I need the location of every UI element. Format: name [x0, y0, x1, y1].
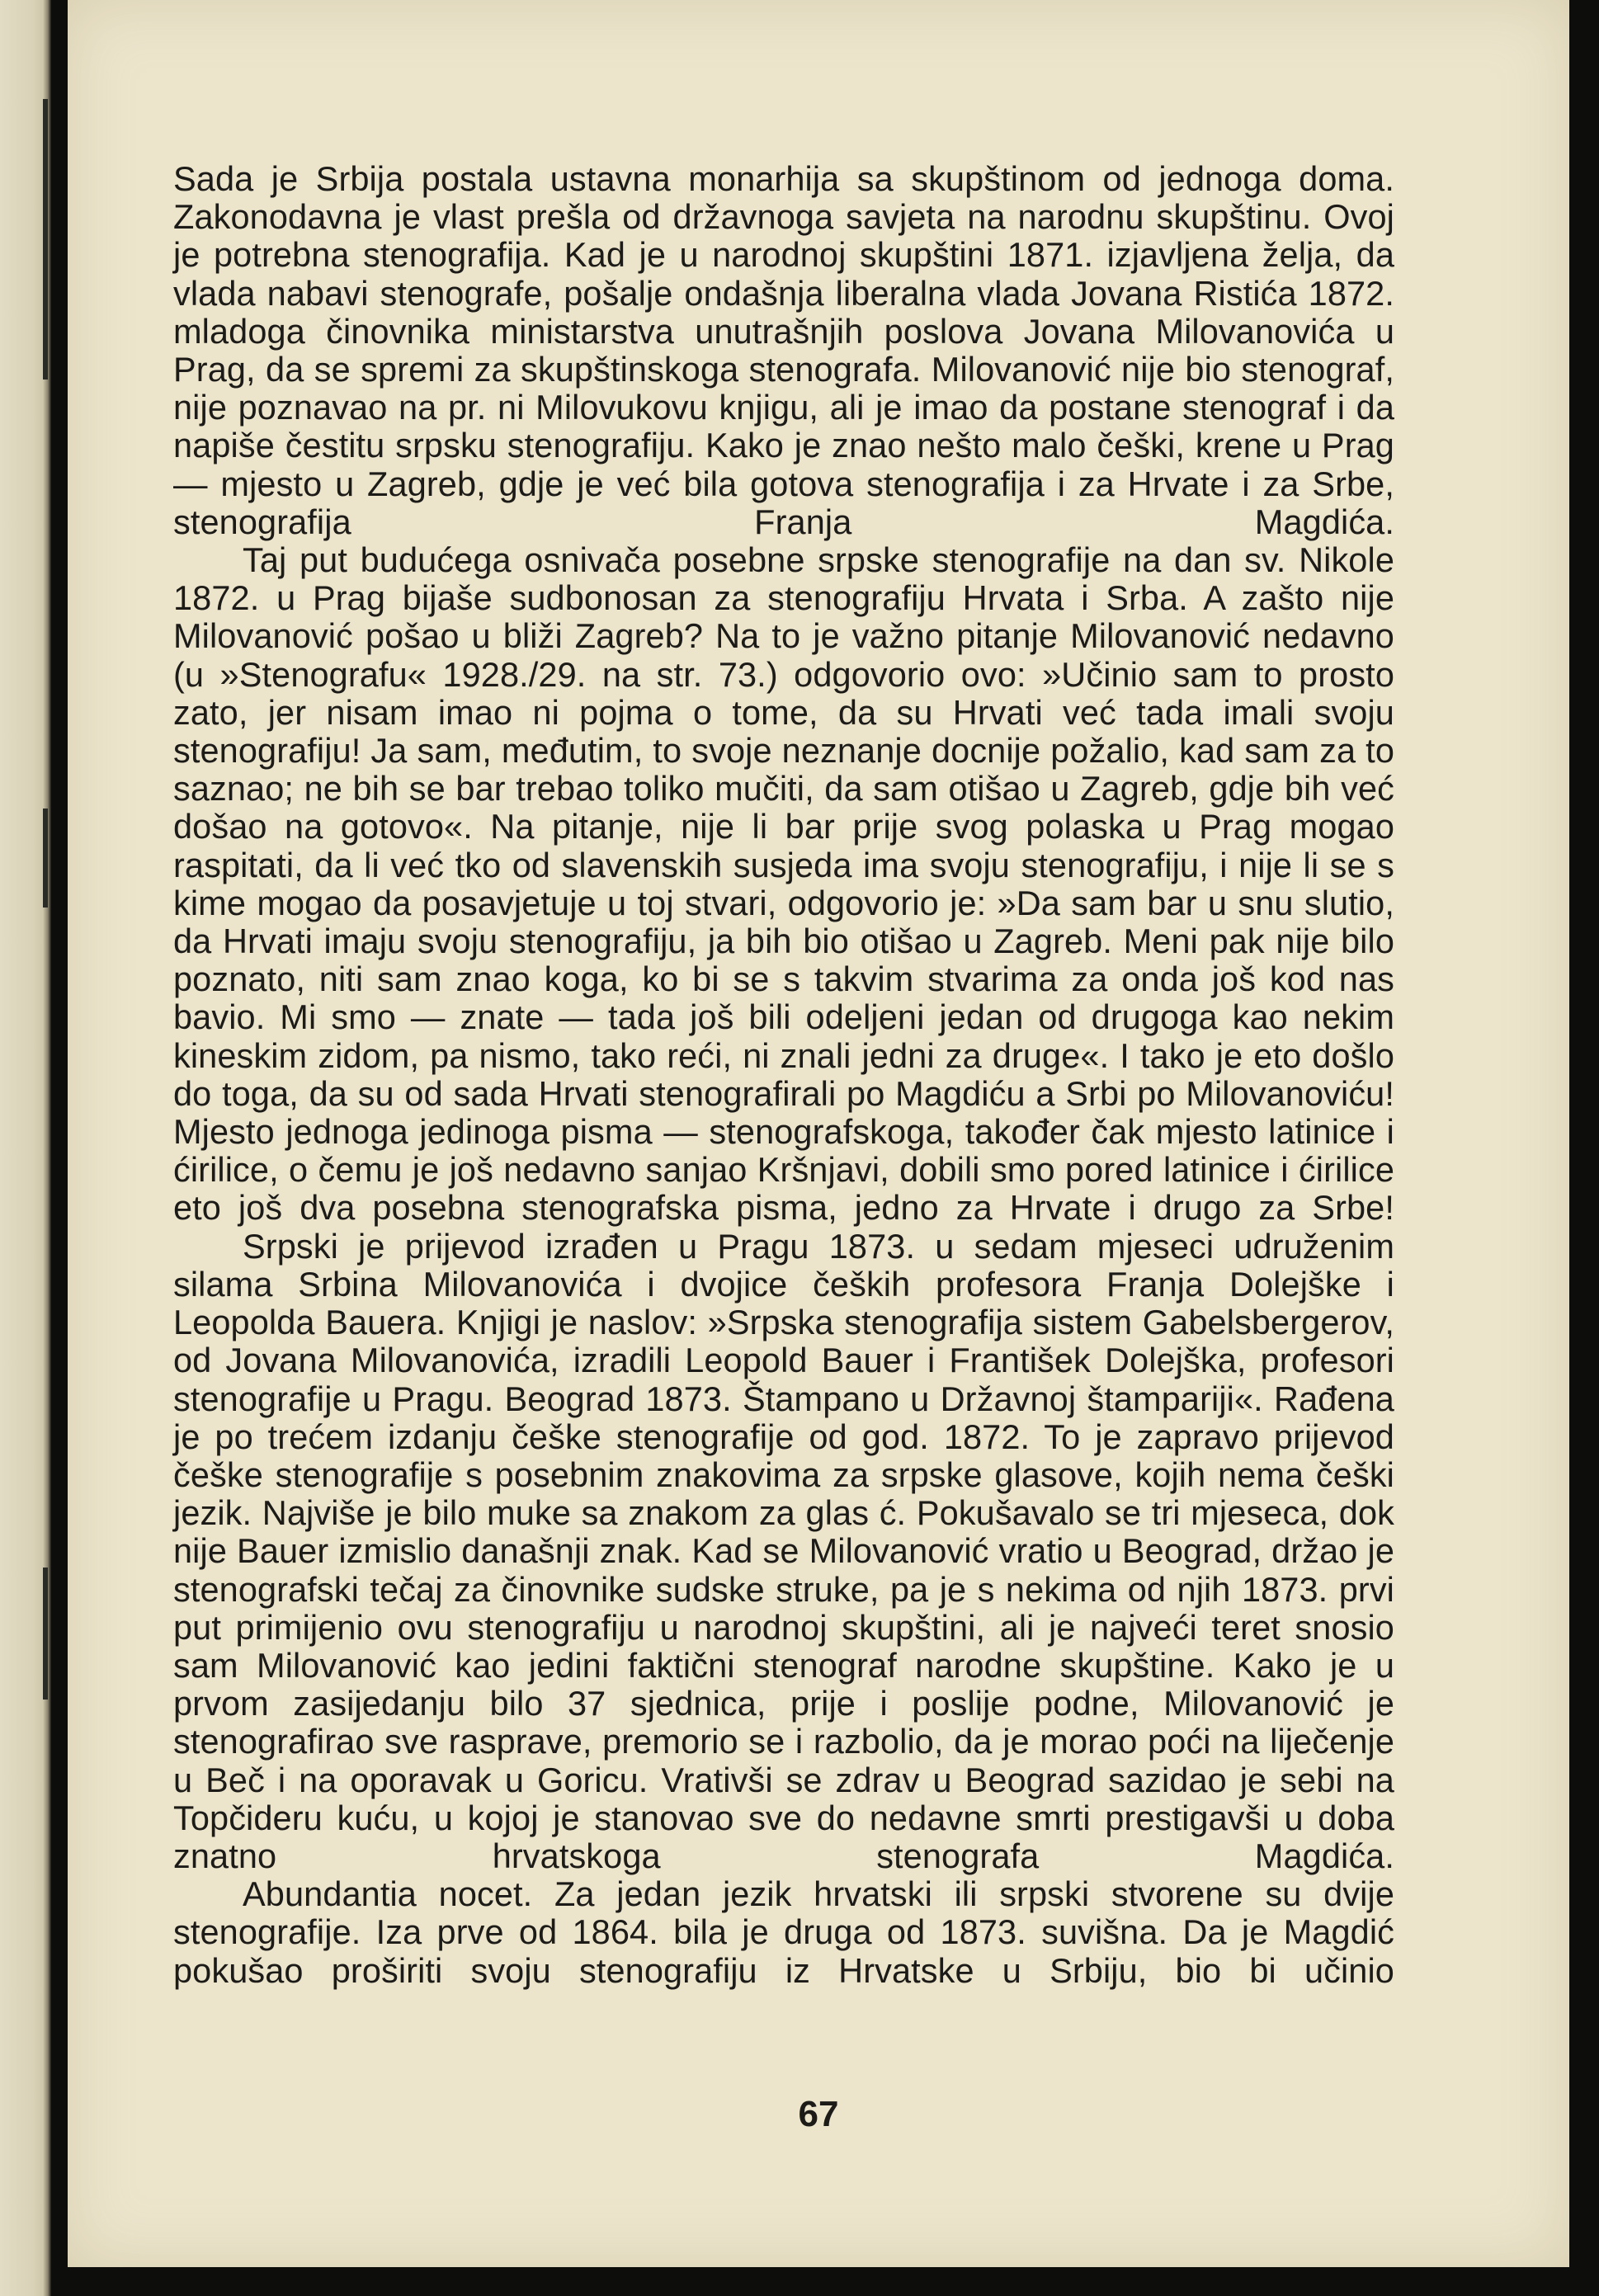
book-page: [68, 0, 1569, 2267]
paragraph-3: Srpski je prijevod izrađen u Pragu 1873. u sedam mjeseci udruženim silama Srbina Milovanovića i dvojice čeških profesora Franja Dolejške i Leopolda Bauera. Knjigi je naslov: »Srpska stenografija sistem Gabelsbergerov, od Jovana Milovanovića, izradili Leopold Bauer i František Dolejška, profesori stenografije u Pragu. Beograd 1873. Štampano u Državnoj štampariji«. Rađena je po trećem izdanju češke stenografije od god. 1872. To je zapravo prijevod češke stenografije s posebnim znakovima za srpske glasove, kojih nema češki jezik. Najviše je bilo muke sa znakom za glas ć. Pokušavalo se tri mjeseca, dok nije Bauer izmislio današnji znak. Kad se Milovanović vratio u Beograd, držao je stenografski tečaj za činovnike sudske struke, pa je s nekima od njih 1873. prvi put primijenio ovu stenografiju u narodnoj skupštini, ali je najveći teret snosio sam Milovanović kao jedini faktični stenograf narodne skupštine. Kako je u prvom zasijedanju bilo 37 sjednica, prije i poslije podne, Milovanović je stenografirao sve rasprave, premorio se i razbolio, da je morao poći na liječenje u Beč i na oporavak u Goricu. Vrativši se zdrav u Beograd sazidao je sebi na Topčideru kuću, u kojoj je stanovao sve do nedavne smrti prestigavši u doba znatno hrvatskoga stenografa Magdića.: [173, 1226, 1394, 1875]
binding-mark: [43, 132, 48, 380]
page-number: 67: [798, 2094, 839, 2134]
binding-mark: [43, 809, 48, 908]
paragraph-4: Abundantia nocet. Za jedan jezik hrvatski ili srpski stvorene su dvije stenografije. Iza prve od 1864. bila je druga od 1873. suvišna. Da je Magdić pokušao proširiti svoju stenografiju iz Hrvatske u Srbiju, bio bi učinio: [173, 1874, 1394, 1990]
binding-mark: [43, 1568, 48, 1700]
body-text: [173, 160, 1394, 1990]
paragraph-1: Sada je Srbija postala ustavna monarhija sa skupštinom od jednoga doma. Zakonodavna je vlast prešla od državnoga savjeta na narodnu skupštinu. Ovoj je potrebna stenografija. Kad je u narodnoj skupštini 1871. izjavljena želja, da vlada nabavi stenografe, pošalje ondašnja liberalna vlada Jovana Ristića 1872. mladoga činovnika ministarstva unutrašnjih poslova Jovana Milovanovića u Prag, da se spremi za skupštinskoga stenografa. Milovanović nije bio stenograf, nije poznavao na pr. ni Milovukovu knjigu, ali je imao da postane stenograf i da napiše čestitu srpsku stenografiju. Kako je znao nešto malo češki, krene u Prag — mjesto u Zagreb, gdje je već bila gotova stenografija i za Hrvate i za Srbe, stenografija Franja Magdića.: [173, 159, 1394, 541]
book-binding-edge: [0, 0, 51, 2296]
paragraph-2: Taj put budućega osnivača posebne srpske stenografije na dan sv. Nikole 1872. u Prag bijaše sudbonosan za stenografiju Hrvata i Srba. A zašto nije Milovanović pošao u bliži Zagreb? Na to je važno pitanje Milovanović nedavno (u »Stenografu« 1928./29. na str. 73.) odgovorio ovo: »Učinio sam to prosto zato, jer nisam imao ni pojma o tome, da su Hrvati već tada imali svoju stenografiju! Ja sam, međutim, to svoje neznanje docnije požalio, kad sam za to saznao; ne bih se bar trebao toliko mučiti, da sam otišao u Zagreb, gdje bih već došao na gotovo«. Na pitanje, nije li bar prije svog polaska u Prag mogao raspitati, da li već tko od slavenskih susjeda ima svoju stenografiju, i nije li se s kime mogao da posavjetuje u toj stvari, odgovorio je: »Da sam bar u snu slutio, da Hrvati imaju svoju stenografiju, ja bih bio otišao u Zagreb. Meni pak nije bilo poznato, niti sam znao koga, ko bi se s takvim stvarima za onda još kod nas bavio. Mi smo — znate — tada još bili odeljeni jedan od drugoga kao nekim kineskim zidom, pa nismo, tako reći, ni znali jedni za druge«. I tako je eto došlo do toga, da su od sada Hrvati stenografirali po Magdiću a Srbi po Milovanoviću! Mjesto jednoga jedinoga pisma — stenografskoga, također čak mjesto latinice i ćirilice, o čemu je još nedavno sanjao Kršnjavi, dobili smo pored latinice i ćirilice eto još dva posebna stenografska pisma, jedno za Hrvate i drugo za Srbe!: [173, 540, 1394, 1228]
